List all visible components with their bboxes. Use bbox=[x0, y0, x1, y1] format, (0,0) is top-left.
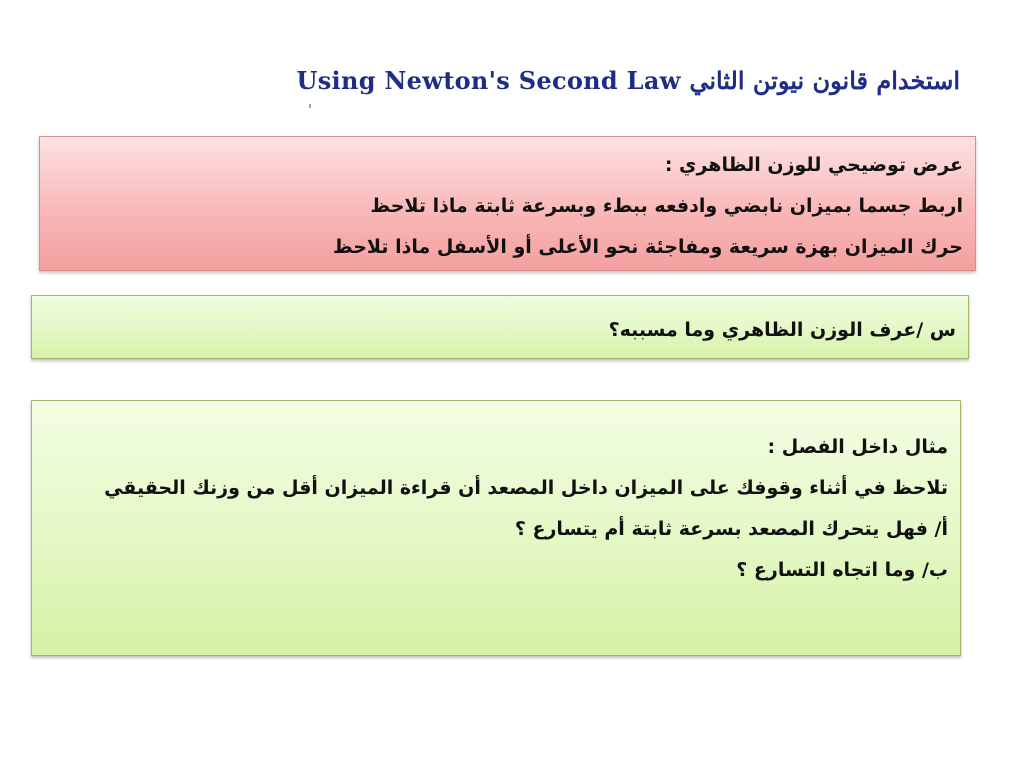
demo-line-1: اربط جسما بميزان نابضي وادفعه ببطء وبسرعة ثابتة ماذا تلاحظ bbox=[370, 195, 963, 217]
example-line-3: ب/ وما اتجاه التسارع ؟ bbox=[736, 559, 948, 581]
example-box bbox=[31, 400, 961, 656]
demo-box bbox=[39, 136, 976, 271]
example-line-2: أ/ فهل يتحرك المصعد بسرعة ثابتة أم يتسارع ؟ bbox=[514, 518, 948, 540]
demo-heading: عرض توضيحي للوزن الظاهري : bbox=[664, 154, 963, 176]
example-heading: مثال داخل الفصل : bbox=[767, 436, 948, 458]
demo-line-2: حرك الميزان بهزة سريعة ومفاجئة نحو الأعلى أو الأسفل ماذا تلاحظ bbox=[332, 236, 963, 258]
title-mark bbox=[309, 104, 311, 108]
question-box bbox=[31, 295, 969, 359]
question-text: س /عرف الوزن الظاهري وما مسببه؟ bbox=[608, 319, 956, 341]
example-line-1: تلاحظ في أثناء وقوفك على الميزان داخل المصعد أن قراءة الميزان أقل من وزنك الحقيقي bbox=[104, 477, 948, 499]
slide-title: Using Newton's Second Law استخدام قانون نيوتن الثاني bbox=[296, 66, 960, 95]
